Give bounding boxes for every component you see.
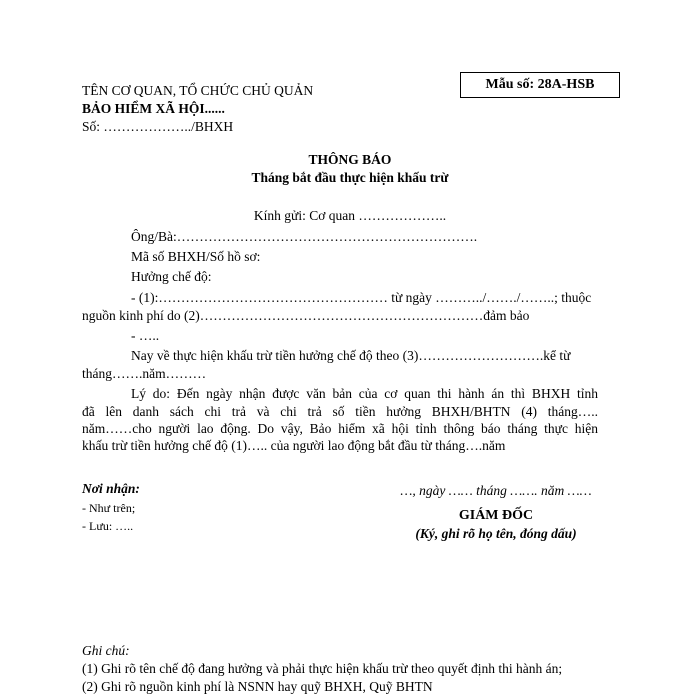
- agency-name: TÊN CƠ QUAN, TỔ CHỨC CHỦ QUẢN: [82, 83, 314, 98]
- deduction-line2: tháng…….năm………: [82, 366, 207, 381]
- document-number: Số: ………………../BHXH: [82, 119, 234, 134]
- note-item: (1) Ghi rõ tên chế độ đang hưởng và phải thực hiện khấu trừ theo quyết định thi hành án;: [82, 661, 563, 676]
- reason-line4: khấu trừ tiền hưởng chế độ (1)….. của người lao động bắt đầu từ tháng….năm: [82, 438, 506, 453]
- item1-line2: nguồn kinh phí do (2)………………………………………………………đảm bảo: [82, 308, 530, 323]
- notes-label: Ghi chú:: [82, 643, 130, 658]
- reason-line1: Lý do: Đến ngày nhận được văn bản của cơ quan thi hành án thì BHXH tỉnh: [131, 386, 598, 401]
- recipient-line: Kính gửi: Cơ quan ………………..: [253, 208, 447, 223]
- note-item: (2) Ghi rõ nguồn kinh phí là NSNN hay quỹ BHXH, Quỹ BHTN: [82, 679, 433, 694]
- item1-line1: - (1):…………………………………………… từ ngày ………../……./……..; thuộc: [131, 290, 592, 305]
- regime-line: Hưởng chế độ:: [131, 269, 212, 284]
- item2-line: - …..: [131, 328, 160, 343]
- signature-title: GIÁM ĐỐC: [458, 508, 534, 523]
- signature-note: (Ký, ghi rõ họ tên, đóng dấu): [415, 526, 577, 541]
- org-name: BẢO HIỂM XÃ HỘI......: [82, 101, 225, 116]
- document-title: THÔNG BÁO: [308, 152, 392, 167]
- reason-line2: đã lên danh sách chi trả và chi trả số tiền hưởng BHXH/BHTN (4) tháng…..: [82, 404, 598, 419]
- form-code-box: Mẫu số: 28A-HSB: [460, 72, 620, 98]
- document-subtitle: Tháng bắt đầu thực hiện khấu trừ: [251, 170, 449, 185]
- person-line: Ông/Bà:………………………………………………………….: [131, 229, 478, 244]
- reason-line3: năm……cho người lao động. Do vậy, Bảo hiểm xã hội tỉnh thông báo tháng thực hiện: [82, 421, 598, 436]
- recipients-item: - Như trên;: [82, 501, 136, 515]
- signature-date: …, ngày …… tháng ……. năm ……: [400, 483, 592, 498]
- recipients-label: Nơi nhận:: [82, 481, 140, 496]
- deduction-line1: Nay về thực hiện khấu trừ tiền hưởng chế độ theo (3)……………………….kể từ: [131, 348, 571, 363]
- recipients-item: - Lưu: …..: [82, 519, 134, 533]
- insurance-code-line: Mã số BHXH/Số hồ sơ:: [131, 249, 261, 264]
